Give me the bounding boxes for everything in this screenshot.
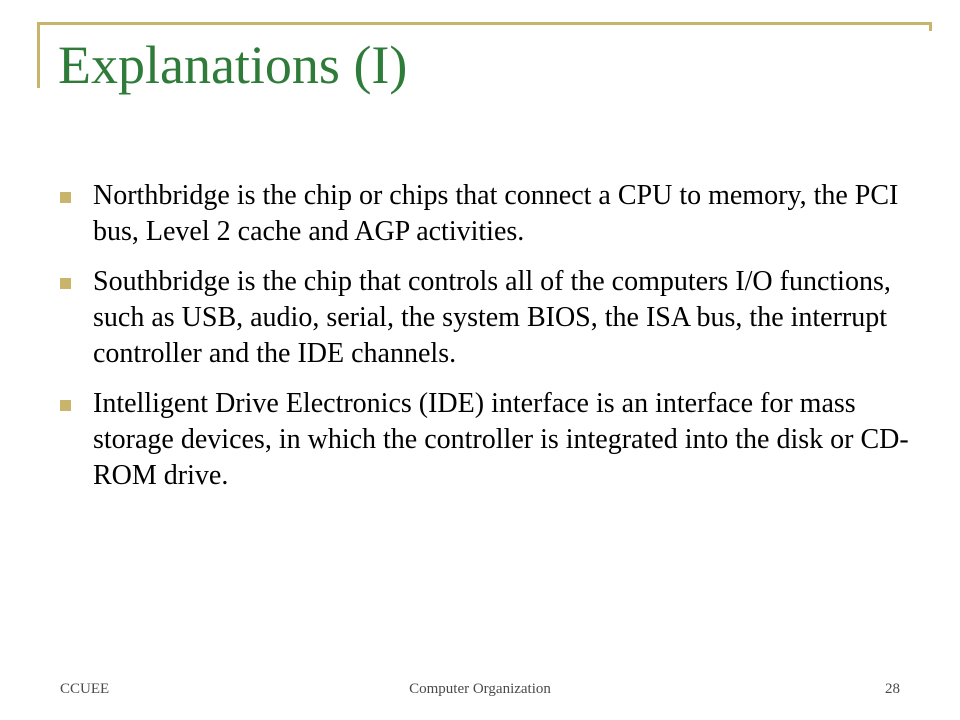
frame-right-tick [929,22,932,31]
footer-course-title: Computer Organization [409,681,551,697]
frame-top-line [37,22,932,25]
frame-left-line [37,22,40,88]
slide-title: Explanations (I) [58,35,408,95]
square-bullet-icon [60,400,71,411]
bullet-item-southbridge [60,264,910,372]
square-bullet-icon [60,192,71,203]
footer-source: CCUEE [60,681,110,697]
footer-page-number: 28 [885,681,900,697]
bullet-list [60,178,910,508]
bullet-item-northbridge [60,178,910,250]
bullet-item-ide [60,386,910,494]
square-bullet-icon [60,278,71,289]
bullet-text: Intelligent Drive Electronics (IDE) interface is an interface for mass storage devices, in which the controller is integrated into the disk or CD-ROM drive. [93,388,909,491]
bullet-text: Northbridge is the chip or chips that connect a CPU to memory, the PCI bus, Level 2 cache and AGP activities. [93,180,899,247]
bullet-text: Southbridge is the chip that controls all of the computers I/O functions, such as USB, audio, serial, the system BIOS, the ISA bus, the interrupt controller and the IDE channels. [93,266,891,369]
